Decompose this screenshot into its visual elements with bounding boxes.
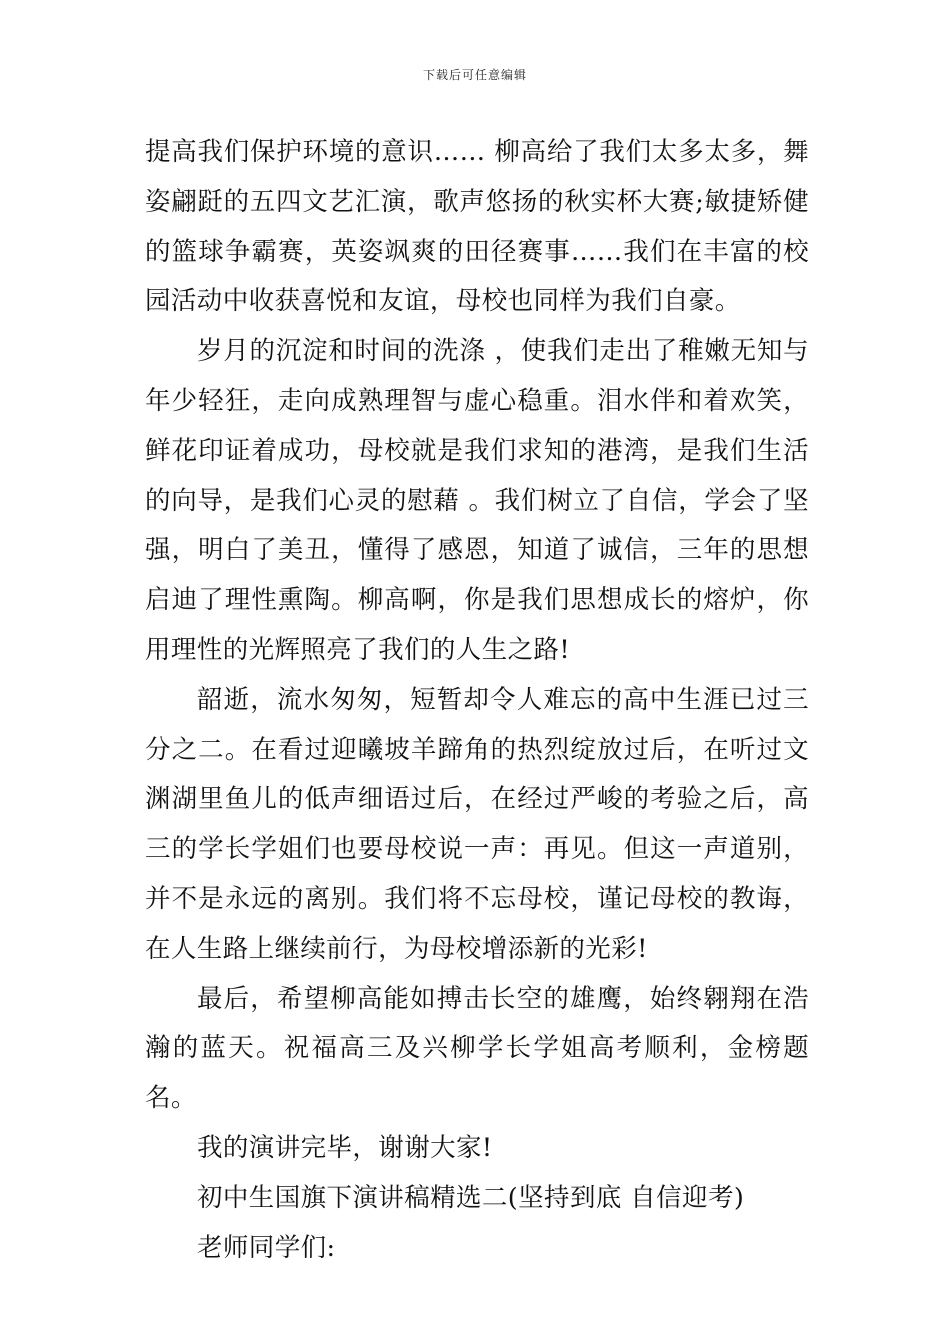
paragraph-1: 提高我们保护环境的意识…… 柳高给了我们太多太多，舞姿翩跹的五四文艺汇演，歌声悠扬的秋实杯大赛;敏捷矫健的篮球争霸赛，英姿飒爽的田径赛事……我们在丰富的校园活动中收获喜悦和友谊，母校也同样为我们自豪。 [145,137,809,317]
salutation: 老师同学们: [197,1232,336,1263]
section-title: 初中生国旗下演讲稿精选二(坚持到底 自信迎考) [197,1182,745,1213]
document-body [145,128,809,1273]
paragraph-2: 岁月的沉淀和时间的洗涤 ，使我们走出了稚嫩无知与年少轻狂，走向成熟理智与虚心稳重。泪水伴和着欢笑，鲜花印证着成功，母校就是我们求知的港湾，是我们生活的向导，是我们心灵的慰藉 。我们树立了自信，学会了坚强，明白了美丑，懂得了感恩，知道了诚信，三年的思想启迪了理性熏陶。柳高啊，你是我们思想成长的熔炉，你用理性的光辉照亮了我们的人生之路! [145,336,809,665]
paragraph-4: 最后，希望柳高能如搏击长空的雄鹰，始终翱翔在浩瀚的蓝天。祝福高三及兴柳学长学姐高考顺利，金榜题名。 [145,983,809,1114]
page-header: 下载后可任意编辑 [422,68,527,82]
paragraph-closing: 我的演讲完毕，谢谢大家! [197,1132,493,1163]
paragraph-3: 韶逝，流水匆匆，短暂却令人难忘的高中生涯已过三分之二。在看过迎曦坡羊蹄角的热烈绽放过后，在听过文渊湖里鱼儿的低声细语过后，在经过严峻的考验之后，高三的学长学姐们也要母校说一声：再见。但这一声道别，并不是永远的离别。我们将不忘母校，谨记母校的教诲，在人生路上继续前行，为母校增添新的光彩! [145,684,809,964]
